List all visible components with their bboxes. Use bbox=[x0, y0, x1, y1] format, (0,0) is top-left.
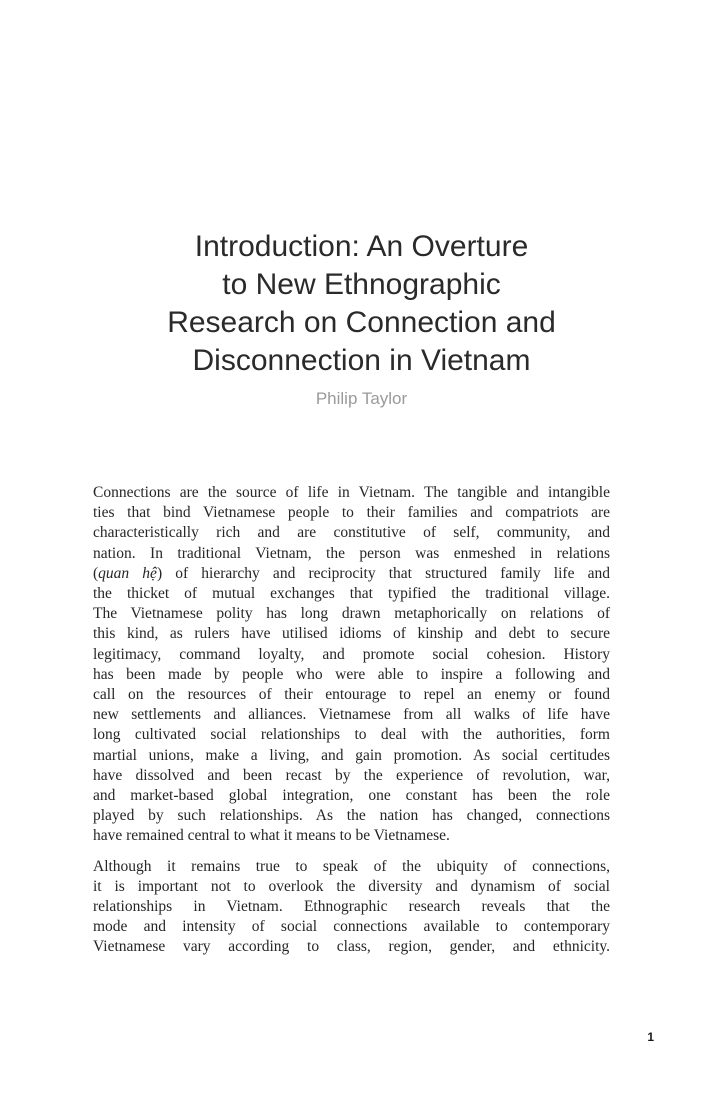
text-line: it is important not to overlook the diversity and dynamism of social bbox=[93, 877, 610, 895]
text-line: mode and intensity of social connections available to contemporary bbox=[93, 918, 610, 936]
chapter-title-line: Introduction: An Overture bbox=[194, 230, 529, 263]
body-text bbox=[93, 483, 610, 958]
text-line: martial unions, make a living, and gain promotion. As social certitudes bbox=[93, 746, 610, 764]
chapter-author: Philip Taylor bbox=[315, 389, 408, 408]
text-line: have dissolved and been recast by the experience of revolution, war, bbox=[93, 766, 610, 784]
paragraph bbox=[93, 483, 610, 847]
text-line: Although it remains true to speak of the ubiquity of connections, bbox=[93, 857, 610, 875]
text-line: (quan hệ) of hierarchy and reciprocity that structured family life and bbox=[93, 564, 610, 582]
chapter-title bbox=[120, 228, 603, 380]
text-line: call on the resources of their entourage to repel an enemy or found bbox=[93, 686, 610, 704]
text-line: have remained central to what it means to be Vietnamese. bbox=[93, 827, 450, 845]
page-number: 1 bbox=[647, 1030, 654, 1044]
text-line: characteristically rich and are constitutive of self, community, and bbox=[93, 524, 610, 542]
chapter-title-line: Research on Connection and bbox=[167, 306, 556, 339]
italic-term: quan hệ bbox=[98, 564, 157, 582]
text-line: legitimacy, command loyalty, and promote social cohesion. History bbox=[93, 645, 610, 663]
text-line: long cultivated social relationships to deal with the authorities, form bbox=[93, 726, 610, 744]
chapter-title-line: to New Ethnographic bbox=[222, 268, 501, 301]
text-line: this kind, as rulers have utilised idioms of kinship and debt to secure bbox=[93, 625, 610, 643]
text-line: Vietnamese vary according to class, region, gender, and ethnicity. bbox=[93, 938, 610, 956]
text-line: has been made by people who were able to inspire a following and bbox=[93, 665, 610, 683]
text-line: ties that bind Vietnamese people to their families and compatriots are bbox=[93, 504, 610, 522]
text-line: new settlements and alliances. Vietnamese from all walks of life have bbox=[93, 706, 610, 724]
text-line: Connections are the source of life in Vietnam. The tangible and intangible bbox=[93, 484, 610, 501]
text-line: the thicket of mutual exchanges that typified the traditional village. bbox=[93, 585, 610, 603]
paragraph bbox=[93, 857, 610, 958]
text-line: The Vietnamese polity has long drawn metaphorically on relations of bbox=[93, 605, 610, 623]
text-line: nation. In traditional Vietnam, the person was enmeshed in relations bbox=[93, 544, 610, 562]
text-line: played by such relationships. As the nation has changed, connections bbox=[93, 807, 610, 825]
chapter-title-line: Disconnection in Vietnam bbox=[192, 344, 531, 377]
text-line: and market-based global integration, one constant has been the role bbox=[93, 787, 610, 805]
text-line: relationships in Vietnam. Ethnographic research reveals that the bbox=[93, 898, 610, 916]
